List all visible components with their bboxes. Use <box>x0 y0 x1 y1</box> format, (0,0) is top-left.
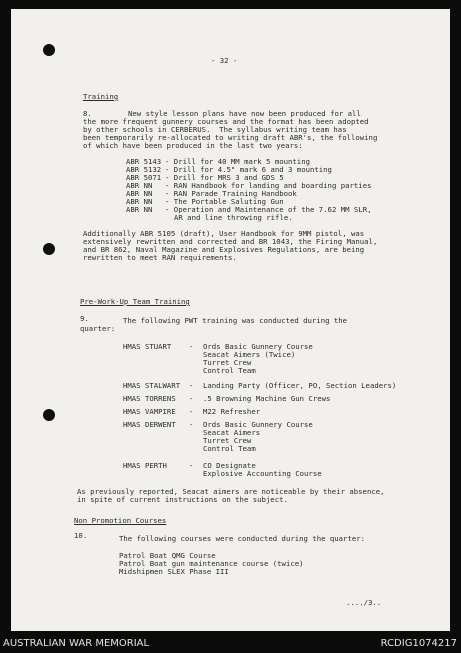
course-item: Landing Party (Officer, PO, Section Leaders) <box>203 381 397 390</box>
course-item: Patrol Boat gun maintenance course (twice) <box>119 559 304 568</box>
ship-name: HMAS TORRENS <box>123 394 176 403</box>
course-item: M22 Refresher <box>203 407 261 416</box>
document-page: - 32 - Training 8. New style lesson plans have now been produced for all the more frequent gunnery courses and the format has been adopted by other schools in CERBERUS. The syllabus writing team has been temporarily re-allocated to writing draft ABR's, the following of which have been produced in the last two years: ABR 5143 - Drill for 40 MM mark 5 mounting ABR 5132 - Drill for 4.5" mark 6 and 3 mounting ABR 5071 - Drill for MRS 3 and GDS 5 ABR NN - RAN Handbook for landing and boarding parties ABR NN - RAN Parade Training Handbook ABR NN - The Portable Saluting Gun ABR NN - Operation and Maintenance of the 7.62 MM SLR, AR and line throwing rifle. Additionally ABR 5105 (draft), User Handbook for 9MM pistol, was extensively rewritten and corrected and BR 1043, the Firing Manual, and BR 862, Naval Magazine and Explosives Regulations, are being rewritten to meet RAN requirements. Pre-Work-Up Team Training 9. The following PWT training was conducted during the quarter: HMAS STUART - Ords Basic Gunnery Course Seacat Aimers (Twice) Turret Crew Control Team HMAS STALWART - Landing Party (Officer, PO, Section Leaders) HMAS TORRENS - .5 Browning Machine Gun Crews HMAS VAMPIRE - M22 Refresher HMAS DERWENT - Ords Basic Gunnery Course Seacat Aimers Turret Crew Control Team HMAS PERTH - CO Designate Explosive Accounting Course As previously reported, Seacat aimers are noticeable by their absence, in spite of current instructions on the subject. Non Promotion Courses 10. The following courses were conducted during the quarter: Patrol Boat QMG Course Patrol Boat gun maintenance course (twice) Midshipmen SLEX Phase III ..../3.. <box>11 9 450 631</box>
abr-desc: Drill for MRS 3 and GDS 5 <box>173 173 284 182</box>
ship-name: HMAS VAMPIRE <box>123 407 176 416</box>
para-number: 8. <box>83 109 92 118</box>
abr-code: ABR NN <box>126 189 153 198</box>
punch-hole <box>43 44 55 56</box>
abr-desc: RAN Handbook for landing and boarding parties <box>173 181 372 190</box>
course-item: Control Team <box>203 366 256 375</box>
archive-footer <box>0 633 461 653</box>
punch-hole <box>43 409 55 421</box>
para-line: of which have been produced in the last two years: <box>83 141 303 150</box>
para-line: As previously reported, Seacat aimers are noticeable by their absence, <box>77 487 385 496</box>
course-item: Seacat Aimers (Twice) <box>203 350 296 359</box>
course-item: CO Designate <box>203 461 256 470</box>
page-number: - 32 - <box>211 56 238 65</box>
para-line: and BR 862, Naval Magazine and Explosives Regulations, are being <box>83 245 365 254</box>
para-line: extensively rewritten and corrected and BR 1043, the Firing Manual, <box>83 237 378 246</box>
punch-hole <box>43 243 55 255</box>
archive-name: AUSTRALIAN WAR MEMORIAL <box>3 638 150 649</box>
para-number: 9. <box>80 314 89 323</box>
para-line: been temporarily re-allocated to writing draft ABR's, the following <box>83 133 378 142</box>
abr-desc: The Portable Saluting Gun <box>173 197 284 206</box>
course-item: Patrol Boat QMG Course <box>119 551 216 560</box>
ship-name: HMAS DERWENT <box>123 420 176 429</box>
pre-work-up-heading: Pre-Work-Up Team Training <box>80 297 190 306</box>
ship-name: HMAS STALWART <box>123 381 181 390</box>
course-item: .5 Browning Machine Gun Crews <box>203 394 331 403</box>
course-item: Ords Basic Gunnery Course <box>203 342 313 351</box>
course-item: Explosive Accounting Course <box>203 469 322 478</box>
para-line: The following PWT training was conducted during the <box>123 316 348 325</box>
abr-desc: Operation and Maintenance of the 7.62 MM SLR, <box>173 205 372 214</box>
para-line: quarter: <box>80 324 116 333</box>
abr-code: ABR NN <box>126 197 153 206</box>
ship-name: HMAS STUART <box>123 342 172 351</box>
abr-desc: AR and line throwing rifle. <box>174 213 293 222</box>
training-heading: Training <box>83 92 119 101</box>
course-item: Turret Crew <box>203 436 252 445</box>
para-line: rewritten to meet RAN requirements. <box>83 253 237 262</box>
para-line: Additionally ABR 5105 (draft), User Handbook for 9MM pistol, was <box>83 229 365 238</box>
abr-code: ABR 5132 <box>126 165 162 174</box>
para-line: the more frequent gunnery courses and the format has been adopted <box>83 117 369 126</box>
course-item: Ords Basic Gunnery Course <box>203 420 313 429</box>
course-item: Control Team <box>203 444 256 453</box>
course-item: Turret Crew <box>203 358 252 367</box>
abr-code: ABR NN <box>126 205 153 214</box>
abr-desc: RAN Parade Training Handbook <box>173 189 297 198</box>
abr-desc: Drill for 4.5" mark 6 and 3 mounting <box>173 165 332 174</box>
course-item: Midshipmen SLEX Phase III <box>119 567 229 576</box>
course-item: Seacat Aimers <box>203 428 261 437</box>
para-line: by other schools in CERBERUS. The syllabus writing team has <box>83 125 347 134</box>
abr-code: ABR 5071 <box>126 173 162 182</box>
continuation-marker: ..../3.. <box>346 598 382 607</box>
abr-code: ABR NN <box>126 181 153 190</box>
ship-name: HMAS PERTH <box>123 461 167 470</box>
para-line: New style lesson plans have now been produced for all <box>128 109 361 118</box>
non-promotion-heading: Non Promotion Courses <box>74 516 167 525</box>
para-line: in spite of current instructions on the subject. <box>77 495 288 504</box>
archive-reference: RCDIG1074217 <box>380 638 457 649</box>
abr-desc: Drill for 40 MM mark 5 mounting <box>173 157 310 166</box>
abr-code: ABR 5143 <box>126 157 162 166</box>
para-number: 10. <box>74 531 88 540</box>
para-line: The following courses were conducted during the quarter: <box>119 534 366 543</box>
